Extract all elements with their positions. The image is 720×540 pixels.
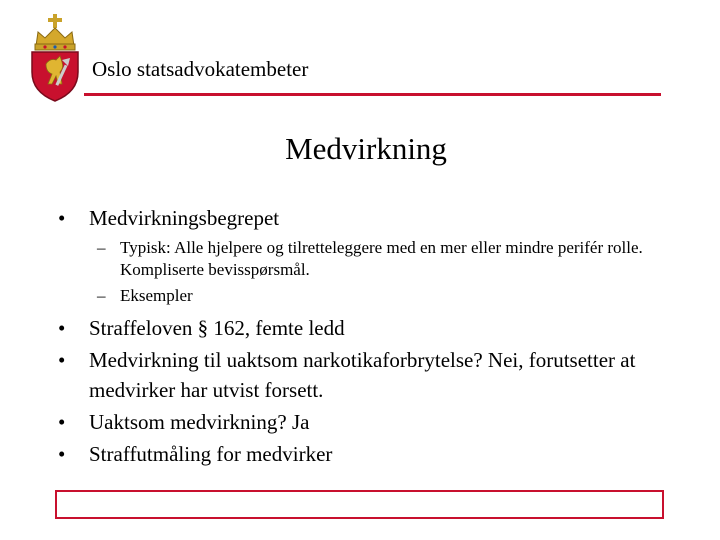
bullet-marker: • <box>58 410 66 434</box>
list-item <box>58 439 698 469</box>
sub-bullet-text: Typisk: Alle hjelpere og tilretteleggere med en mer eller mindre perifér rolle. Kompliserte bevisspørsmål. <box>120 238 643 279</box>
sub-list-item <box>58 237 698 281</box>
list-item <box>58 203 698 233</box>
bullet-text: Medvirkningsbegrepet <box>89 206 280 230</box>
norwegian-coat-of-arms-icon <box>28 14 82 102</box>
bullet-list <box>58 203 698 469</box>
dash-marker: – <box>97 286 106 305</box>
bullet-marker: • <box>58 442 66 466</box>
bullet-marker: • <box>58 316 66 340</box>
sub-list-item <box>58 285 698 307</box>
list-item <box>58 313 698 343</box>
sub-bullet-text: Eksempler <box>120 286 193 305</box>
list-item <box>58 345 698 405</box>
bullet-text: Medvirkning til uaktsom narkotikaforbrytelse? Nei, forutsetter at medvirker har utvist forsett. <box>89 348 636 402</box>
bullet-marker: • <box>58 348 66 372</box>
bullet-text: Straffutmåling for medvirker <box>89 442 333 466</box>
bullet-text: Straffeloven § 162, femte ledd <box>89 316 345 340</box>
bullet-marker: • <box>58 206 66 230</box>
organization-name: Oslo statsadvokatembeter <box>92 57 309 81</box>
slide-title: Medvirkning <box>285 131 447 166</box>
list-item <box>58 407 698 437</box>
bullet-text: Uaktsom medvirkning? Ja <box>89 410 310 434</box>
header-divider <box>84 93 661 96</box>
footer-box <box>55 490 664 519</box>
dash-marker: – <box>97 238 106 257</box>
